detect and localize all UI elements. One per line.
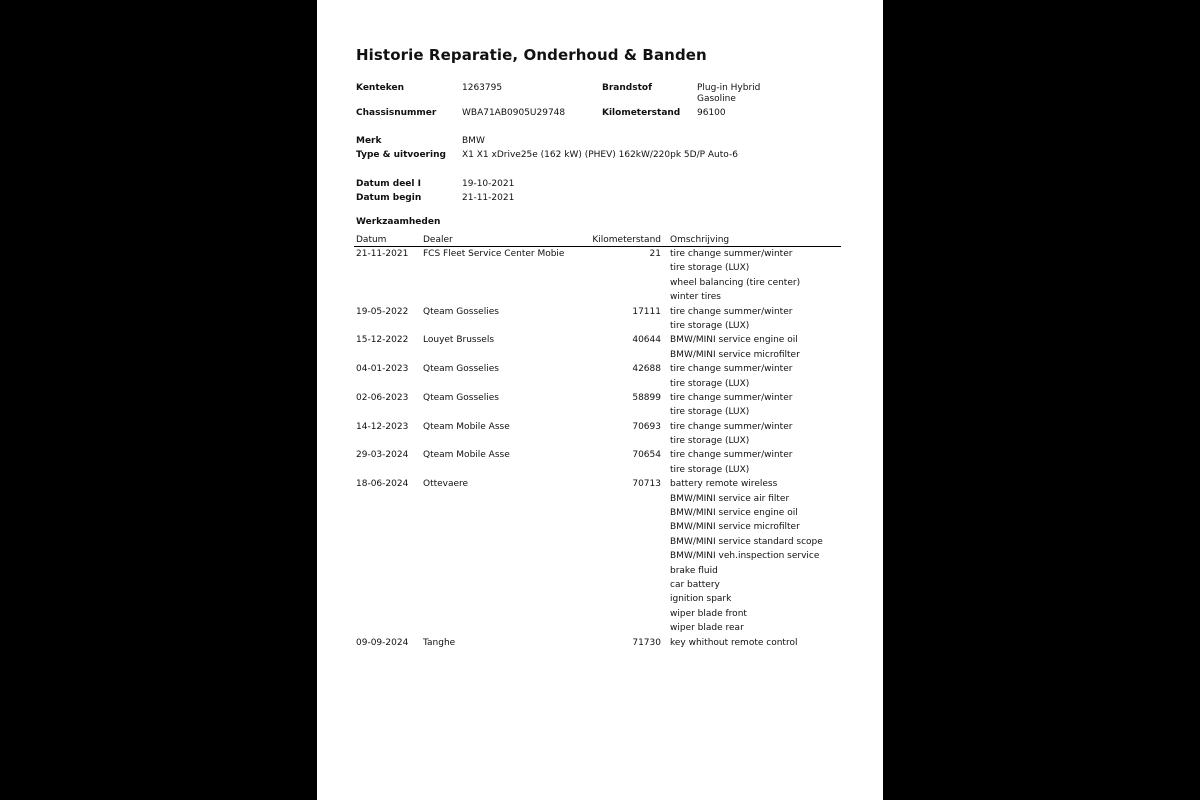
datum-begin-label: Datum begin bbox=[356, 193, 422, 203]
table-row bbox=[317, 335, 883, 364]
row-dealer: Louyet Brussels bbox=[423, 335, 495, 346]
kilometerstand-label: Kilometerstand bbox=[602, 108, 681, 118]
row-description: BMW/MINI service engine oil bbox=[670, 508, 798, 519]
row-date: 18-06-2024 bbox=[356, 479, 409, 490]
table-row-line bbox=[317, 307, 883, 321]
table-row-line bbox=[317, 508, 883, 522]
table-row-line bbox=[317, 364, 883, 378]
row-date: 02-06-2023 bbox=[356, 392, 409, 403]
datum-begin-value: 21-11-2021 bbox=[462, 193, 515, 203]
row-description: BMW/MINI service standard scope bbox=[670, 536, 823, 547]
row-description: tire change summer/winter bbox=[670, 421, 793, 432]
row-kilometerstand: 42688 bbox=[632, 364, 661, 375]
table-row bbox=[317, 479, 883, 637]
row-description: tire change summer/winter bbox=[670, 364, 793, 375]
chassis-value: WBA71AB0905U29748 bbox=[462, 108, 566, 118]
table-row-line bbox=[317, 566, 883, 580]
row-kilometerstand: 17111 bbox=[632, 306, 661, 317]
table-row-line bbox=[317, 551, 883, 565]
row-description: battery remote wireless bbox=[670, 479, 778, 490]
table-row-line bbox=[317, 609, 883, 623]
row-date: 15-12-2022 bbox=[356, 335, 409, 346]
row-kilometerstand: 70713 bbox=[632, 479, 661, 490]
row-dealer: Qteam Gosselies bbox=[423, 392, 499, 403]
datum-deel-label: Datum deel I bbox=[356, 179, 421, 189]
row-description: tire storage (LUX) bbox=[670, 263, 750, 274]
row-description: winter tires bbox=[670, 292, 721, 303]
type-label: Type & uitvoering bbox=[356, 150, 446, 160]
row-description: tire storage (LUX) bbox=[670, 436, 750, 447]
table-row-line bbox=[317, 379, 883, 393]
kenteken-value: 1263795 bbox=[462, 83, 503, 93]
row-description: tire change summer/winter bbox=[670, 392, 793, 403]
row-dealer: Tanghe bbox=[423, 637, 456, 648]
row-description: tire storage (LUX) bbox=[670, 407, 750, 418]
row-description: tire change summer/winter bbox=[670, 306, 793, 317]
table-row-line bbox=[317, 407, 883, 421]
row-description: BMW/MINI service engine oil bbox=[670, 335, 798, 346]
row-description: tire storage (LUX) bbox=[670, 464, 750, 475]
chassis-label: Chassisnummer bbox=[356, 108, 437, 118]
table-row bbox=[317, 364, 883, 393]
row-date: 21-11-2021 bbox=[356, 249, 409, 259]
row-description: tire storage (LUX) bbox=[670, 378, 750, 389]
row-description: tire storage (LUX) bbox=[670, 320, 750, 331]
table-row bbox=[317, 307, 883, 336]
table-row-line bbox=[317, 436, 883, 450]
row-description: wiper blade front bbox=[670, 608, 747, 619]
table-row-line bbox=[317, 638, 883, 652]
row-description: BMW/MINI service microfilter bbox=[670, 522, 800, 533]
row-dealer: Qteam Gosselies bbox=[423, 306, 499, 317]
merk-label: Merk bbox=[356, 136, 382, 146]
table-row-line bbox=[317, 580, 883, 594]
table-row-line bbox=[317, 393, 883, 407]
row-description: wiper blade rear bbox=[670, 623, 744, 634]
work-table-body bbox=[317, 249, 883, 652]
table-row-line bbox=[317, 494, 883, 508]
table-row-line bbox=[317, 537, 883, 551]
werkzaamheden-heading: Werkzaamheden bbox=[356, 217, 441, 227]
row-kilometerstand: 40644 bbox=[632, 335, 661, 346]
merk-value: BMW bbox=[462, 136, 485, 146]
row-date: 09-09-2024 bbox=[356, 637, 409, 648]
row-dealer: Qteam Mobile Asse bbox=[423, 450, 510, 461]
table-row-line bbox=[317, 623, 883, 637]
header-divider bbox=[354, 246, 841, 247]
row-description: wheel balancing (tire center) bbox=[670, 277, 801, 288]
document-page bbox=[317, 0, 883, 800]
table-row bbox=[317, 450, 883, 479]
kenteken-label: Kenteken bbox=[356, 83, 404, 93]
row-description: tire change summer/winter bbox=[670, 450, 793, 461]
row-kilometerstand: 58899 bbox=[632, 392, 661, 403]
table-row-line bbox=[317, 594, 883, 608]
brandstof-value-line2: Gasoline bbox=[697, 94, 736, 104]
page-title: Historie Reparatie, Onderhoud & Banden bbox=[356, 46, 707, 64]
row-date: 04-01-2023 bbox=[356, 364, 409, 375]
table-row bbox=[317, 393, 883, 422]
table-row bbox=[317, 249, 883, 307]
row-kilometerstand: 70693 bbox=[632, 421, 661, 432]
table-row-line bbox=[317, 422, 883, 436]
row-description: tire change summer/winter bbox=[670, 249, 793, 259]
row-dealer: FCS Fleet Service Center Mobie bbox=[423, 249, 565, 259]
table-row bbox=[317, 638, 883, 652]
table-row-line bbox=[317, 465, 883, 479]
brandstof-value-line1: Plug-in Hybrid bbox=[697, 83, 761, 93]
row-description: car battery bbox=[670, 579, 720, 590]
row-kilometerstand: 71730 bbox=[632, 637, 661, 648]
row-date: 29-03-2024 bbox=[356, 450, 409, 461]
column-header-datum: Datum bbox=[356, 235, 387, 245]
brandstof-label: Brandstof bbox=[602, 83, 652, 93]
table-row-line bbox=[317, 249, 883, 263]
column-header-kilometerstand: Kilometerstand bbox=[592, 235, 661, 245]
row-description: key whithout remote control bbox=[670, 637, 798, 648]
table-row-line bbox=[317, 278, 883, 292]
row-kilometerstand: 70654 bbox=[632, 450, 661, 461]
row-description: ignition spark bbox=[670, 594, 732, 605]
datum-deel-value: 19-10-2021 bbox=[462, 179, 515, 189]
table-row-line bbox=[317, 263, 883, 277]
column-header-dealer: Dealer bbox=[423, 235, 453, 245]
kilometerstand-value: 96100 bbox=[697, 108, 726, 118]
row-description: brake fluid bbox=[670, 565, 718, 576]
type-value: X1 X1 xDrive25e (162 kW) (PHEV) 162kW/220pk 5D/P Auto-6 bbox=[462, 150, 738, 160]
row-date: 14-12-2023 bbox=[356, 421, 409, 432]
table-row-line bbox=[317, 522, 883, 536]
table-row bbox=[317, 422, 883, 451]
row-date: 19-05-2022 bbox=[356, 306, 409, 317]
row-description: BMW/MINI service air filter bbox=[670, 493, 790, 504]
table-row-line bbox=[317, 450, 883, 464]
row-dealer: Ottevaere bbox=[423, 479, 469, 490]
row-description: BMW/MINI service microfilter bbox=[670, 349, 800, 360]
row-dealer: Qteam Gosselies bbox=[423, 364, 499, 375]
table-row-line bbox=[317, 350, 883, 364]
table-row-line bbox=[317, 321, 883, 335]
row-dealer: Qteam Mobile Asse bbox=[423, 421, 510, 432]
table-row-line bbox=[317, 479, 883, 493]
row-description: BMW/MINI veh.inspection service bbox=[670, 551, 820, 562]
row-kilometerstand: 21 bbox=[649, 249, 661, 259]
column-header-omschrijving: Omschrijving bbox=[670, 235, 730, 245]
table-row-line bbox=[317, 292, 883, 306]
table-row-line bbox=[317, 335, 883, 349]
